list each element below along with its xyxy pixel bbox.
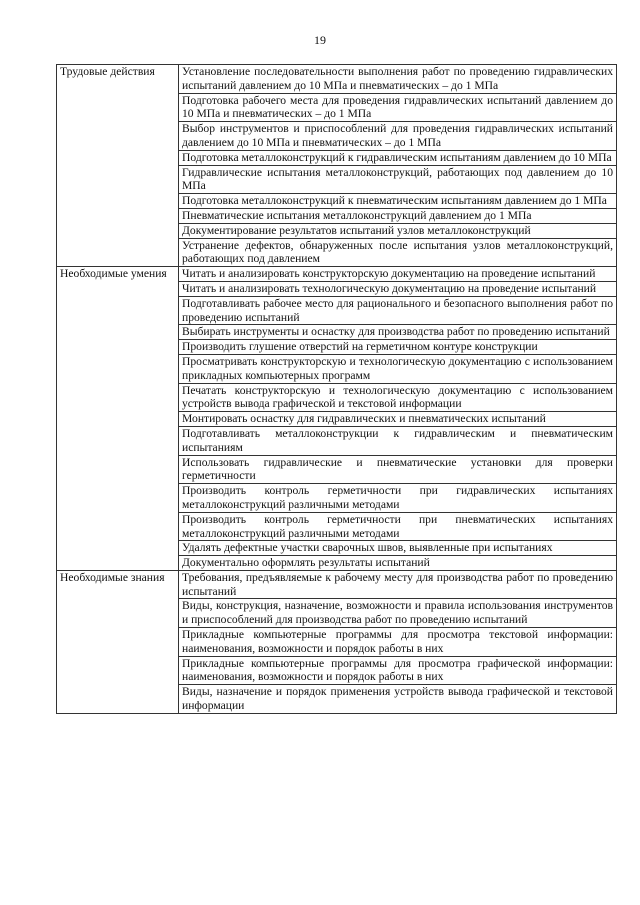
competency-table: [56, 64, 617, 714]
list-item: Выбор инструментов и приспособлений для проведения гидравлических испытаний давлением до 10 МПа и пневматических – до 1 МПа: [179, 122, 616, 151]
list-item: Подготовка металлоконструкций к пневматическим испытаниям давлением до 1 МПа: [179, 194, 616, 209]
list-item: Читать и анализировать технологическую документацию на проведение испытаний: [179, 282, 616, 297]
section-row-labor-actions: [57, 65, 617, 267]
list-item: Удалять дефектные участки сварочных швов, выявленные при испытаниях: [179, 541, 616, 556]
section-label: [57, 267, 179, 571]
list-item: Гидравлические испытания металлоконструкций, работающих под давлением до 10 МПа: [179, 166, 616, 195]
list-item: Подготавливать металлоконструкции к гидравлическим и пневматическим испытаниям: [179, 427, 616, 456]
list-item: Монтировать оснастку для гидравлических и пневматических испытаний: [179, 412, 616, 427]
list-item: Производить контроль герметичности при гидравлических испытаниях металлоконструкций различными методами: [179, 484, 616, 513]
list-item: Пневматические испытания металлоконструкций давлением до 1 МПа: [179, 209, 616, 224]
list-item: Прикладные компьютерные программы для просмотра текстовой информации: наименования, возможности и порядок работы в них: [179, 628, 616, 657]
list-item: Установление последовательности выполнения работ по проведению гидравлических испытаний давлением до 10 МПа и пневматических – до 1 МПа: [179, 65, 616, 94]
list-item: Выбирать инструменты и оснастку для производства работ по проведению испытаний: [179, 325, 616, 340]
list-item: Требования, предъявляемые к рабочему месту для производства работ по проведению испытаний: [179, 571, 616, 600]
section-row-knowledge: [57, 570, 617, 713]
section-items: [179, 267, 617, 571]
list-item: Подготовка металлоконструкций к гидравлическим испытаниям давлением до 10 МПа: [179, 151, 616, 166]
list-item: Производить глушение отверстий на герметичном контуре конструкции: [179, 340, 616, 355]
list-item: Подготавливать рабочее место для рационального и безопасного выполнения работ по проведению испытаний: [179, 297, 616, 326]
page-number: 19: [314, 33, 326, 47]
list-item: Подготовка рабочего места для проведения гидравлических испытаний давлением до 10 МПа и пневматических – до 1 МПа: [179, 94, 616, 123]
list-item: Читать и анализировать конструкторскую документацию на проведение испытаний: [179, 267, 616, 282]
list-item: Просматривать конструкторскую и технологическую документацию с использованием прикладных компьютерных программ: [179, 355, 616, 384]
section-label-text: Трудовые действия: [60, 65, 155, 78]
list-item: Прикладные компьютерные программы для просмотра графической информации: наименования, возможности и порядок работы в них: [179, 657, 616, 686]
section-row-skills: [57, 267, 617, 571]
list-item: Документально оформлять результаты испытаний: [182, 556, 430, 570]
section-label: [57, 570, 179, 713]
section-items: [179, 65, 617, 267]
section-items: [179, 570, 617, 713]
list-item: Виды, конструкция, назначение, возможности и правила использования инструментов и приспособлений для производства работ по проведению испытаний: [179, 599, 616, 628]
section-label-text: Необходимые умения: [60, 267, 167, 281]
list-item: Виды, назначение и порядок применения устройств вывода графической и текстовой информации: [182, 685, 613, 713]
list-item: Использовать гидравлические и пневматические установки для проверки герметичности: [179, 456, 616, 485]
section-label: [57, 65, 179, 267]
list-item: Производить контроль герметичности при пневматических испытаниях металлоконструкций различными методами: [179, 513, 616, 542]
list-item: Печатать конструкторскую и технологическую документацию с использованием устройств вывода графической и текстовой информации: [179, 384, 616, 413]
section-label-text: Необходимые знания: [60, 570, 165, 584]
list-item: Устранение дефектов, обнаруженных после испытания узлов металлоконструкций, работающих под давлением: [182, 238, 613, 266]
list-item: Документирование результатов испытаний узлов металлоконструкций: [179, 224, 616, 239]
